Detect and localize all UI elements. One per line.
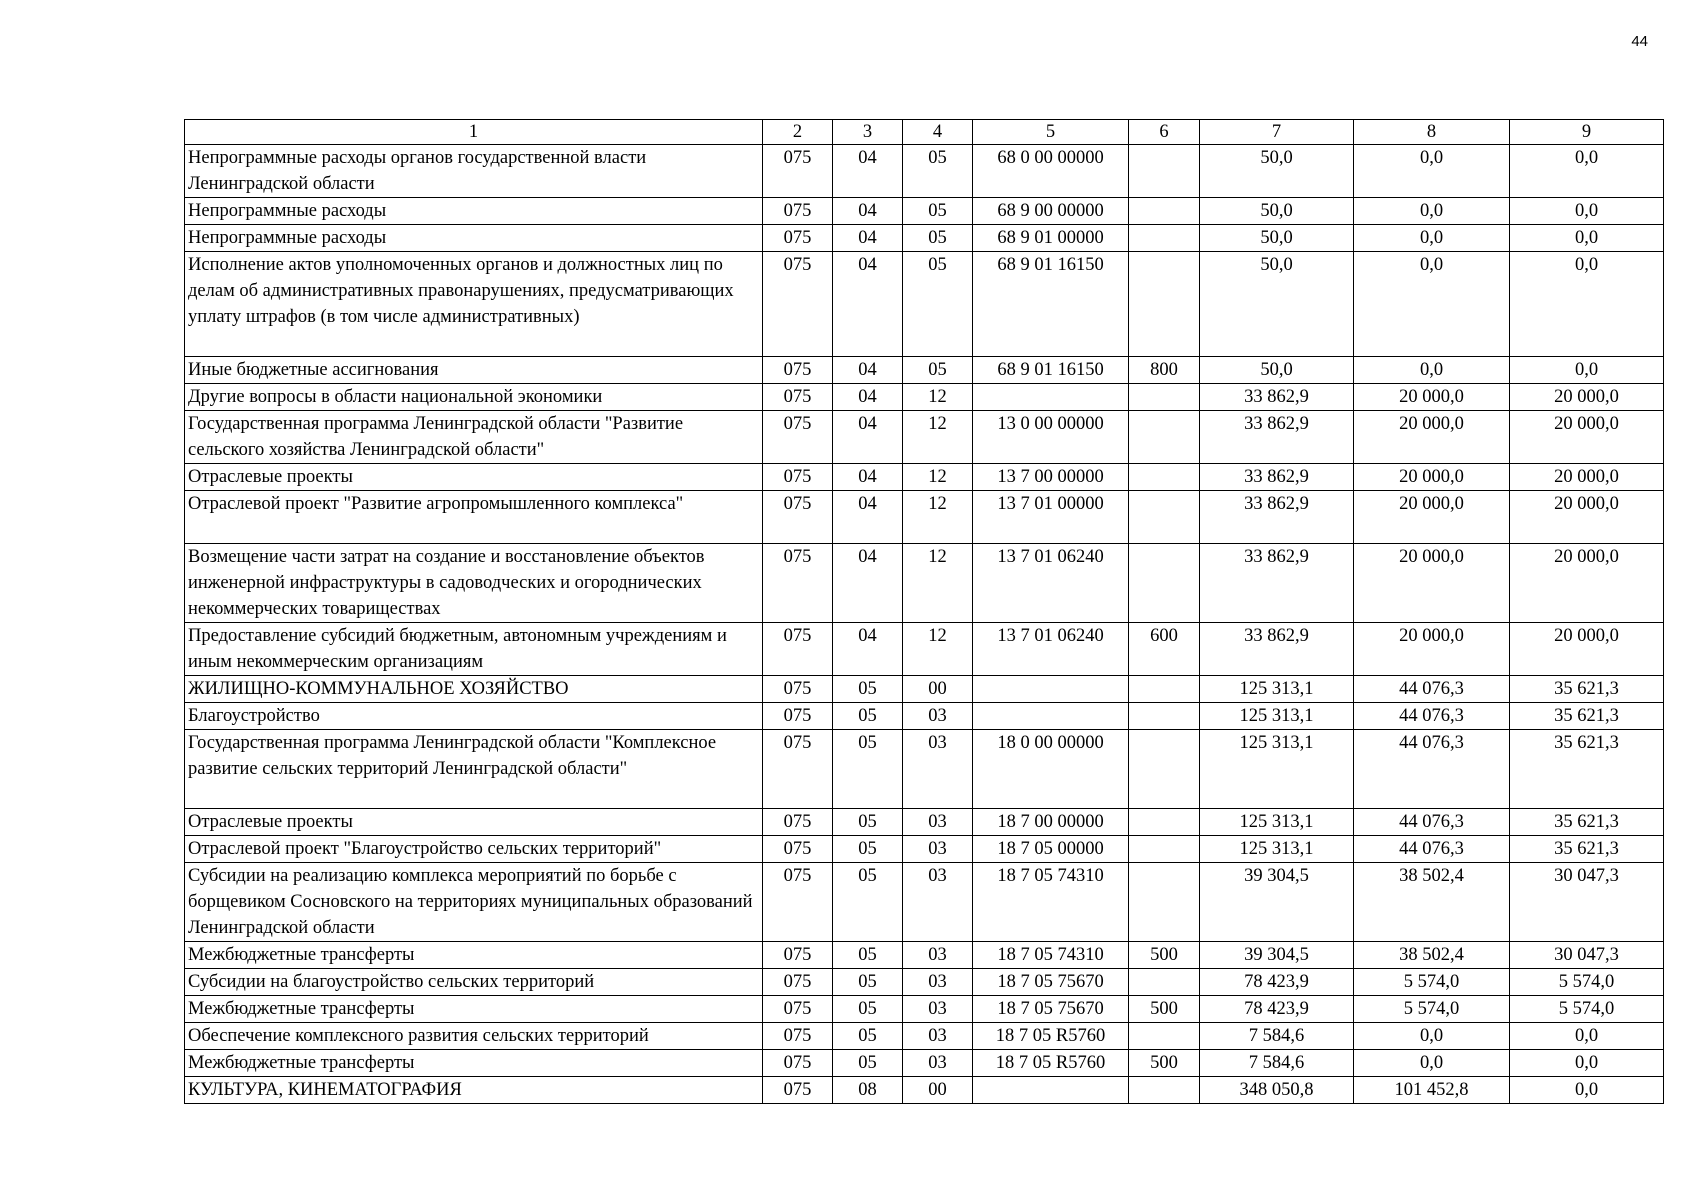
table-row [185,1050,1664,1077]
cell-target-code: 18 7 05 75670 [973,969,1129,996]
cell-subsection: 05 [903,198,973,225]
cell-expense-type [1129,676,1200,703]
cell-amount-8: 20 000,0 [1354,491,1510,544]
cell-amount-8: 0,0 [1354,198,1510,225]
cell-expense-type [1129,411,1200,464]
table-row [185,225,1664,252]
cell-amount-7: 33 862,9 [1200,411,1354,464]
cell-amount-9: 0,0 [1510,198,1664,225]
cell-amount-8: 20 000,0 [1354,411,1510,464]
cell-amount-9: 20 000,0 [1510,384,1664,411]
cell-section: 04 [833,198,903,225]
cell-section: 04 [833,145,903,198]
cell-expense-type [1129,225,1200,252]
cell-target-code: 18 7 05 00000 [973,836,1129,863]
cell-amount-8: 44 076,3 [1354,809,1510,836]
cell-amount-8: 0,0 [1354,1050,1510,1077]
row-name: КУЛЬТУРА, КИНЕМАТОГРАФИЯ [185,1077,763,1104]
cell-amount-9: 35 621,3 [1510,703,1664,730]
cell-amount-9: 0,0 [1510,145,1664,198]
cell-expense-type [1129,730,1200,809]
cell-amount-8: 38 502,4 [1354,863,1510,942]
cell-subsection: 03 [903,863,973,942]
cell-ministry: 075 [763,357,833,384]
cell-section: 04 [833,464,903,491]
row-name: Государственная программа Ленинградской области "Развитие сельского хозяйства Ленинградской области" [185,411,763,464]
cell-amount-7: 39 304,5 [1200,863,1354,942]
cell-amount-8: 38 502,4 [1354,942,1510,969]
table-row [185,384,1664,411]
cell-ministry: 075 [763,464,833,491]
table-row [185,544,1664,623]
cell-section: 05 [833,969,903,996]
cell-amount-9: 20 000,0 [1510,623,1664,676]
cell-subsection: 03 [903,996,973,1023]
row-name: Исполнение актов уполномоченных органов и должностных лиц по делам об административных правонарушениях, предусматривающих уплату штрафов (в том числе административных) [185,252,763,357]
cell-expense-type [1129,1023,1200,1050]
table-header-row [185,120,1664,145]
cell-target-code: 13 7 01 00000 [973,491,1129,544]
cell-ministry: 075 [763,730,833,809]
cell-amount-8: 20 000,0 [1354,544,1510,623]
cell-amount-8: 5 574,0 [1354,969,1510,996]
cell-subsection: 03 [903,1050,973,1077]
cell-ministry: 075 [763,836,833,863]
cell-amount-9: 20 000,0 [1510,464,1664,491]
row-name: Межбюджетные трансферты [185,942,763,969]
row-name: Субсидии на реализацию комплекса мероприятий по борьбе с борщевиком Сосновского на территориях муниципальных образований Ленинградской области [185,863,763,942]
cell-subsection: 12 [903,384,973,411]
table-row [185,491,1664,544]
cell-amount-7: 39 304,5 [1200,942,1354,969]
cell-ministry: 075 [763,491,833,544]
row-name: Непрограммные расходы [185,198,763,225]
row-name: Отраслевой проект "Благоустройство сельских территорий" [185,836,763,863]
cell-section: 05 [833,809,903,836]
table-row [185,942,1664,969]
cell-ministry: 075 [763,676,833,703]
cell-section: 04 [833,491,903,544]
table-row [185,703,1664,730]
cell-amount-7: 78 423,9 [1200,996,1354,1023]
cell-target-code: 18 7 05 R5760 [973,1023,1129,1050]
cell-target-code: 13 0 00 00000 [973,411,1129,464]
table-row [185,252,1664,357]
cell-subsection: 00 [903,676,973,703]
table-row [185,464,1664,491]
row-name: Непрограммные расходы органов государственной власти Ленинградской области [185,145,763,198]
cell-amount-7: 125 313,1 [1200,809,1354,836]
header-cell: 3 [833,120,903,145]
cell-expense-type [1129,252,1200,357]
cell-expense-type [1129,969,1200,996]
cell-ministry: 075 [763,703,833,730]
cell-amount-7: 33 862,9 [1200,623,1354,676]
cell-target-code: 18 7 05 75670 [973,996,1129,1023]
cell-section: 05 [833,942,903,969]
cell-ministry: 075 [763,384,833,411]
cell-target-code: 18 7 00 00000 [973,809,1129,836]
table-row [185,809,1664,836]
cell-subsection: 03 [903,836,973,863]
cell-section: 04 [833,544,903,623]
cell-expense-type [1129,544,1200,623]
cell-amount-7: 348 050,8 [1200,1077,1354,1104]
cell-subsection: 05 [903,145,973,198]
cell-section: 05 [833,1023,903,1050]
cell-amount-8: 20 000,0 [1354,384,1510,411]
cell-amount-9: 30 047,3 [1510,863,1664,942]
cell-amount-8: 0,0 [1354,1023,1510,1050]
cell-subsection: 12 [903,491,973,544]
cell-target-code: 18 7 05 74310 [973,863,1129,942]
cell-target-code [973,703,1129,730]
table-row [185,730,1664,809]
cell-amount-7: 50,0 [1200,198,1354,225]
cell-target-code: 68 9 00 00000 [973,198,1129,225]
cell-ministry: 075 [763,198,833,225]
row-name: Межбюджетные трансферты [185,996,763,1023]
cell-target-code: 68 9 01 16150 [973,357,1129,384]
cell-amount-7: 33 862,9 [1200,384,1354,411]
cell-expense-type [1129,863,1200,942]
header-cell: 1 [185,120,763,145]
cell-ministry: 075 [763,969,833,996]
cell-section: 04 [833,225,903,252]
cell-expense-type [1129,198,1200,225]
cell-amount-7: 50,0 [1200,145,1354,198]
cell-section: 04 [833,252,903,357]
budget-table [184,119,1664,1104]
cell-subsection: 03 [903,1023,973,1050]
cell-amount-9: 30 047,3 [1510,942,1664,969]
cell-amount-7: 125 313,1 [1200,703,1354,730]
cell-amount-8: 0,0 [1354,252,1510,357]
cell-amount-8: 20 000,0 [1354,464,1510,491]
cell-section: 05 [833,836,903,863]
cell-ministry: 075 [763,252,833,357]
cell-section: 04 [833,384,903,411]
header-cell: 8 [1354,120,1510,145]
cell-subsection: 05 [903,252,973,357]
cell-ministry: 075 [763,145,833,198]
cell-expense-type [1129,464,1200,491]
header-cell: 4 [903,120,973,145]
cell-amount-7: 125 313,1 [1200,836,1354,863]
cell-ministry: 075 [763,1077,833,1104]
cell-section: 04 [833,623,903,676]
cell-expense-type: 500 [1129,942,1200,969]
cell-amount-7: 50,0 [1200,252,1354,357]
cell-amount-8: 0,0 [1354,357,1510,384]
cell-subsection: 05 [903,357,973,384]
cell-expense-type: 500 [1129,996,1200,1023]
cell-amount-9: 35 621,3 [1510,836,1664,863]
cell-amount-9: 0,0 [1510,225,1664,252]
cell-subsection: 12 [903,544,973,623]
cell-amount-7: 33 862,9 [1200,464,1354,491]
cell-target-code: 13 7 01 06240 [973,623,1129,676]
cell-expense-type [1129,145,1200,198]
table-row [185,863,1664,942]
cell-expense-type [1129,384,1200,411]
row-name: Предоставление субсидий бюджетным, автономным учреждениям и иным некоммерческим организациям [185,623,763,676]
cell-expense-type [1129,836,1200,863]
row-name: ЖИЛИЩНО-КОММУНАЛЬНОЕ ХОЗЯЙСТВО [185,676,763,703]
cell-amount-9: 0,0 [1510,357,1664,384]
cell-ministry: 075 [763,411,833,464]
row-name: Отраслевой проект "Развитие агропромышленного комплекса" [185,491,763,544]
cell-amount-7: 50,0 [1200,225,1354,252]
cell-amount-9: 35 621,3 [1510,676,1664,703]
header-cell: 9 [1510,120,1664,145]
cell-expense-type [1129,809,1200,836]
cell-amount-8: 0,0 [1354,225,1510,252]
table-row [185,969,1664,996]
header-cell: 6 [1129,120,1200,145]
row-name: Субсидии на благоустройство сельских территорий [185,969,763,996]
cell-subsection: 03 [903,809,973,836]
cell-amount-9: 20 000,0 [1510,491,1664,544]
cell-amount-8: 44 076,3 [1354,730,1510,809]
cell-amount-7: 78 423,9 [1200,969,1354,996]
cell-amount-8: 101 452,8 [1354,1077,1510,1104]
cell-ministry: 075 [763,942,833,969]
table-row [185,836,1664,863]
cell-amount-7: 33 862,9 [1200,544,1354,623]
cell-section: 05 [833,863,903,942]
cell-amount-7: 33 862,9 [1200,491,1354,544]
table-row [185,676,1664,703]
row-name: Возмещение части затрат на создание и восстановление объектов инженерной инфраструктуры в садоводческих и огороднических некоммерческих товариществах [185,544,763,623]
cell-amount-9: 35 621,3 [1510,809,1664,836]
cell-amount-9: 20 000,0 [1510,544,1664,623]
cell-amount-8: 44 076,3 [1354,676,1510,703]
cell-subsection: 05 [903,225,973,252]
cell-amount-9: 0,0 [1510,1077,1664,1104]
cell-subsection: 12 [903,411,973,464]
row-name: Непрограммные расходы [185,225,763,252]
table-row [185,996,1664,1023]
cell-target-code [973,676,1129,703]
cell-ministry: 075 [763,544,833,623]
cell-expense-type: 800 [1129,357,1200,384]
cell-amount-9: 5 574,0 [1510,996,1664,1023]
table-row [185,145,1664,198]
cell-amount-9: 0,0 [1510,1023,1664,1050]
cell-target-code: 18 0 00 00000 [973,730,1129,809]
cell-subsection: 12 [903,623,973,676]
cell-subsection: 00 [903,1077,973,1104]
cell-amount-9: 0,0 [1510,1050,1664,1077]
cell-amount-7: 7 584,6 [1200,1050,1354,1077]
cell-amount-9: 20 000,0 [1510,411,1664,464]
row-name: Другие вопросы в области национальной экономики [185,384,763,411]
cell-target-code: 13 7 01 06240 [973,544,1129,623]
cell-ministry: 075 [763,623,833,676]
cell-expense-type: 600 [1129,623,1200,676]
cell-section: 05 [833,676,903,703]
cell-expense-type [1129,1077,1200,1104]
cell-subsection: 12 [903,464,973,491]
cell-target-code: 68 0 00 00000 [973,145,1129,198]
cell-subsection: 03 [903,730,973,809]
cell-subsection: 03 [903,942,973,969]
cell-expense-type [1129,703,1200,730]
header-cell: 5 [973,120,1129,145]
table-row [185,1077,1664,1104]
cell-amount-8: 5 574,0 [1354,996,1510,1023]
cell-expense-type [1129,491,1200,544]
cell-target-code: 18 7 05 R5760 [973,1050,1129,1077]
cell-section: 05 [833,730,903,809]
cell-section: 04 [833,357,903,384]
table-row [185,623,1664,676]
cell-ministry: 075 [763,1023,833,1050]
table-row [185,357,1664,384]
page-number: 44 [1631,33,1648,50]
table-row [185,1023,1664,1050]
cell-subsection: 03 [903,703,973,730]
table-row [185,198,1664,225]
cell-section: 08 [833,1077,903,1104]
cell-section: 05 [833,703,903,730]
cell-amount-9: 0,0 [1510,252,1664,357]
cell-target-code: 13 7 00 00000 [973,464,1129,491]
cell-amount-8: 20 000,0 [1354,623,1510,676]
cell-ministry: 075 [763,996,833,1023]
cell-ministry: 075 [763,1050,833,1077]
cell-section: 05 [833,996,903,1023]
cell-amount-8: 44 076,3 [1354,703,1510,730]
cell-section: 04 [833,411,903,464]
cell-amount-7: 125 313,1 [1200,676,1354,703]
header-cell: 7 [1200,120,1354,145]
row-name: Межбюджетные трансферты [185,1050,763,1077]
cell-target-code: 18 7 05 74310 [973,942,1129,969]
cell-amount-9: 5 574,0 [1510,969,1664,996]
table-row [185,411,1664,464]
row-name: Иные бюджетные ассигнования [185,357,763,384]
cell-expense-type: 500 [1129,1050,1200,1077]
row-name: Государственная программа Ленинградской области "Комплексное развитие сельских территорий Ленинградской области" [185,730,763,809]
cell-target-code: 68 9 01 00000 [973,225,1129,252]
cell-subsection: 03 [903,969,973,996]
row-name: Обеспечение комплексного развития сельских территорий [185,1023,763,1050]
header-cell: 2 [763,120,833,145]
row-name: Отраслевые проекты [185,809,763,836]
cell-target-code: 68 9 01 16150 [973,252,1129,357]
cell-ministry: 075 [763,225,833,252]
cell-amount-8: 0,0 [1354,145,1510,198]
cell-amount-9: 35 621,3 [1510,730,1664,809]
cell-amount-8: 44 076,3 [1354,836,1510,863]
cell-ministry: 075 [763,809,833,836]
cell-target-code [973,384,1129,411]
cell-amount-7: 7 584,6 [1200,1023,1354,1050]
row-name: Благоустройство [185,703,763,730]
cell-ministry: 075 [763,863,833,942]
row-name: Отраслевые проекты [185,464,763,491]
cell-amount-7: 125 313,1 [1200,730,1354,809]
cell-section: 05 [833,1050,903,1077]
cell-amount-7: 50,0 [1200,357,1354,384]
cell-target-code [973,1077,1129,1104]
